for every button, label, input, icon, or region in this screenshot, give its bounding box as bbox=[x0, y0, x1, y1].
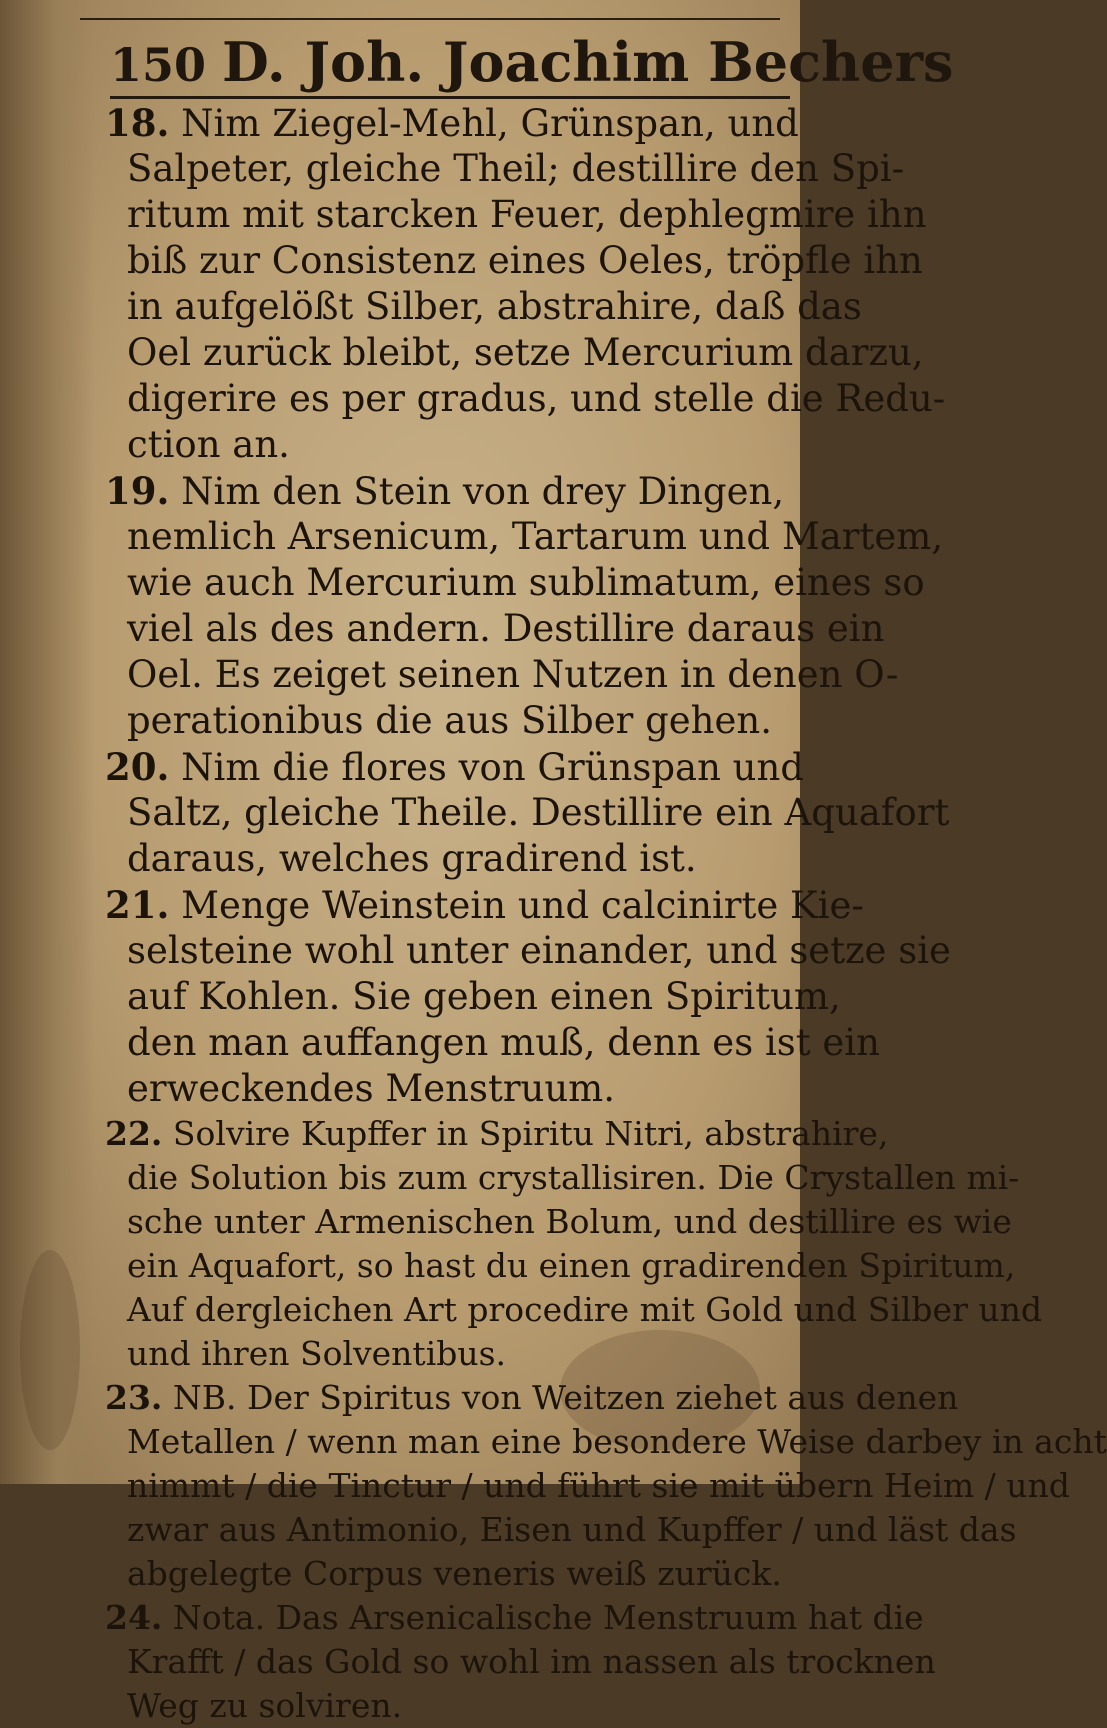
text-line: den man auffangen muß, denn es ist ein bbox=[127, 1021, 880, 1064]
text-line: Saltz, gleiche Theile. Destillire ein Aquafort bbox=[127, 791, 950, 834]
text-line: digerire es per gradus, und stelle die Redu- bbox=[127, 377, 946, 420]
text-line: Salpeter, gleiche Theil; destillire den Spi- bbox=[127, 147, 905, 190]
text-line: daraus, welches gradirend ist. bbox=[127, 837, 697, 880]
text-line bbox=[105, 100, 799, 146]
paragraph-21 bbox=[105, 882, 951, 1112]
line-text: Nim den Stein von drey Dingen, bbox=[181, 470, 785, 513]
page-number: 150 bbox=[110, 38, 207, 92]
text-line: selsteine wohl unter einander, und setze sie bbox=[127, 929, 951, 972]
text-line bbox=[105, 468, 795, 514]
text-line: biß zur Consistenz eines Oeles, tröpfle ihn bbox=[127, 239, 923, 282]
line-text: Solvire Kupffer in Spiritu Nitri, abstrahire, bbox=[172, 1114, 889, 1153]
line-text: Menge Weinstein und calcinirte Kie- bbox=[181, 884, 864, 927]
paragraph-number: 21. bbox=[105, 883, 170, 927]
text-line: ritum mit starcken Feuer, dephlegmire ihn bbox=[127, 193, 927, 236]
paragraph-19 bbox=[105, 468, 944, 744]
text-line bbox=[105, 1376, 959, 1420]
text-line: perationibus die aus Silber gehen. bbox=[127, 699, 772, 742]
page-body bbox=[105, 100, 1107, 1728]
text-line: Oel. Es zeiget seinen Nutzen in denen O- bbox=[127, 653, 899, 696]
text-line: zwar aus Antimonio, Eisen und Kupffer / und läst das bbox=[127, 1510, 1017, 1549]
text-line: die Solution bis zum crystallisiren. Die Crystallen mi- bbox=[127, 1158, 1020, 1197]
running-head: D. Joh. Joachim Bechers bbox=[222, 30, 954, 94]
paragraph-23 bbox=[105, 1376, 1107, 1596]
text-line: nimmt / die Tinctur / und führt sie mit übern Heim / und bbox=[127, 1466, 1070, 1505]
paragraph-number: 24. bbox=[105, 1598, 163, 1637]
text-line: Auf dergleichen Art procedire mit Gold und Silber und bbox=[127, 1290, 1042, 1329]
text-line: Weg zu solviren. bbox=[127, 1686, 403, 1725]
paragraph-18 bbox=[105, 100, 946, 468]
text-line: in aufgelößt Silber, abstrahire, daß das bbox=[127, 285, 862, 328]
paper-stain bbox=[20, 1250, 80, 1450]
text-line: Oel zurück bleibt, setze Mercurium darzu, bbox=[127, 331, 924, 374]
text-line: erweckendes Menstruum. bbox=[127, 1067, 616, 1110]
top-rule bbox=[80, 18, 780, 20]
line-text: Nota. Das Arsenicalische Menstruum hat die bbox=[172, 1598, 924, 1637]
line-text: NB. Der Spiritus von Weitzen ziehet aus denen bbox=[172, 1378, 959, 1417]
text-line bbox=[105, 744, 804, 790]
paragraph-22 bbox=[105, 1112, 1042, 1376]
text-line bbox=[105, 882, 864, 928]
page-header bbox=[110, 30, 954, 100]
line-text: Nim Ziegel-Mehl, Grünspan, und bbox=[181, 102, 799, 145]
header-rule bbox=[110, 96, 790, 99]
paragraph-number: 20. bbox=[105, 745, 170, 789]
text-line bbox=[105, 1596, 924, 1640]
text-line: Metallen / wenn man eine besondere Weise darbey in acht bbox=[127, 1422, 1107, 1461]
paragraph-24 bbox=[105, 1596, 936, 1728]
text-line: Krafft / das Gold so wohl im nassen als trocknen bbox=[127, 1642, 936, 1681]
text-line: viel als des andern. Destillire daraus ein bbox=[127, 607, 885, 650]
text-line: auf Kohlen. Sie geben einen Spiritum, bbox=[127, 975, 841, 1018]
paragraph-20 bbox=[105, 744, 950, 882]
text-line: ction an. bbox=[127, 423, 290, 466]
paragraph-number: 18. bbox=[105, 101, 170, 145]
text-line: und ihren Solventibus. bbox=[127, 1334, 507, 1373]
text-line: sche unter Armenischen Bolum, und destillire es wie bbox=[127, 1202, 1012, 1241]
paragraph-number: 23. bbox=[105, 1378, 163, 1417]
text-line: wie auch Mercurium sublimatum, eines so bbox=[127, 561, 925, 604]
text-line: nemlich Arsenicum, Tartarum und Martem, bbox=[127, 515, 944, 558]
paragraph-number: 22. bbox=[105, 1114, 163, 1153]
paragraph-number: 19. bbox=[105, 469, 170, 513]
text-line: ein Aquafort, so hast du einen gradirenden Spiritum, bbox=[127, 1246, 1016, 1285]
text-line: abgelegte Corpus veneris weiß zurück. bbox=[127, 1554, 782, 1593]
line-text: Nim die flores von Grünspan und bbox=[181, 746, 804, 789]
text-line bbox=[105, 1112, 889, 1156]
